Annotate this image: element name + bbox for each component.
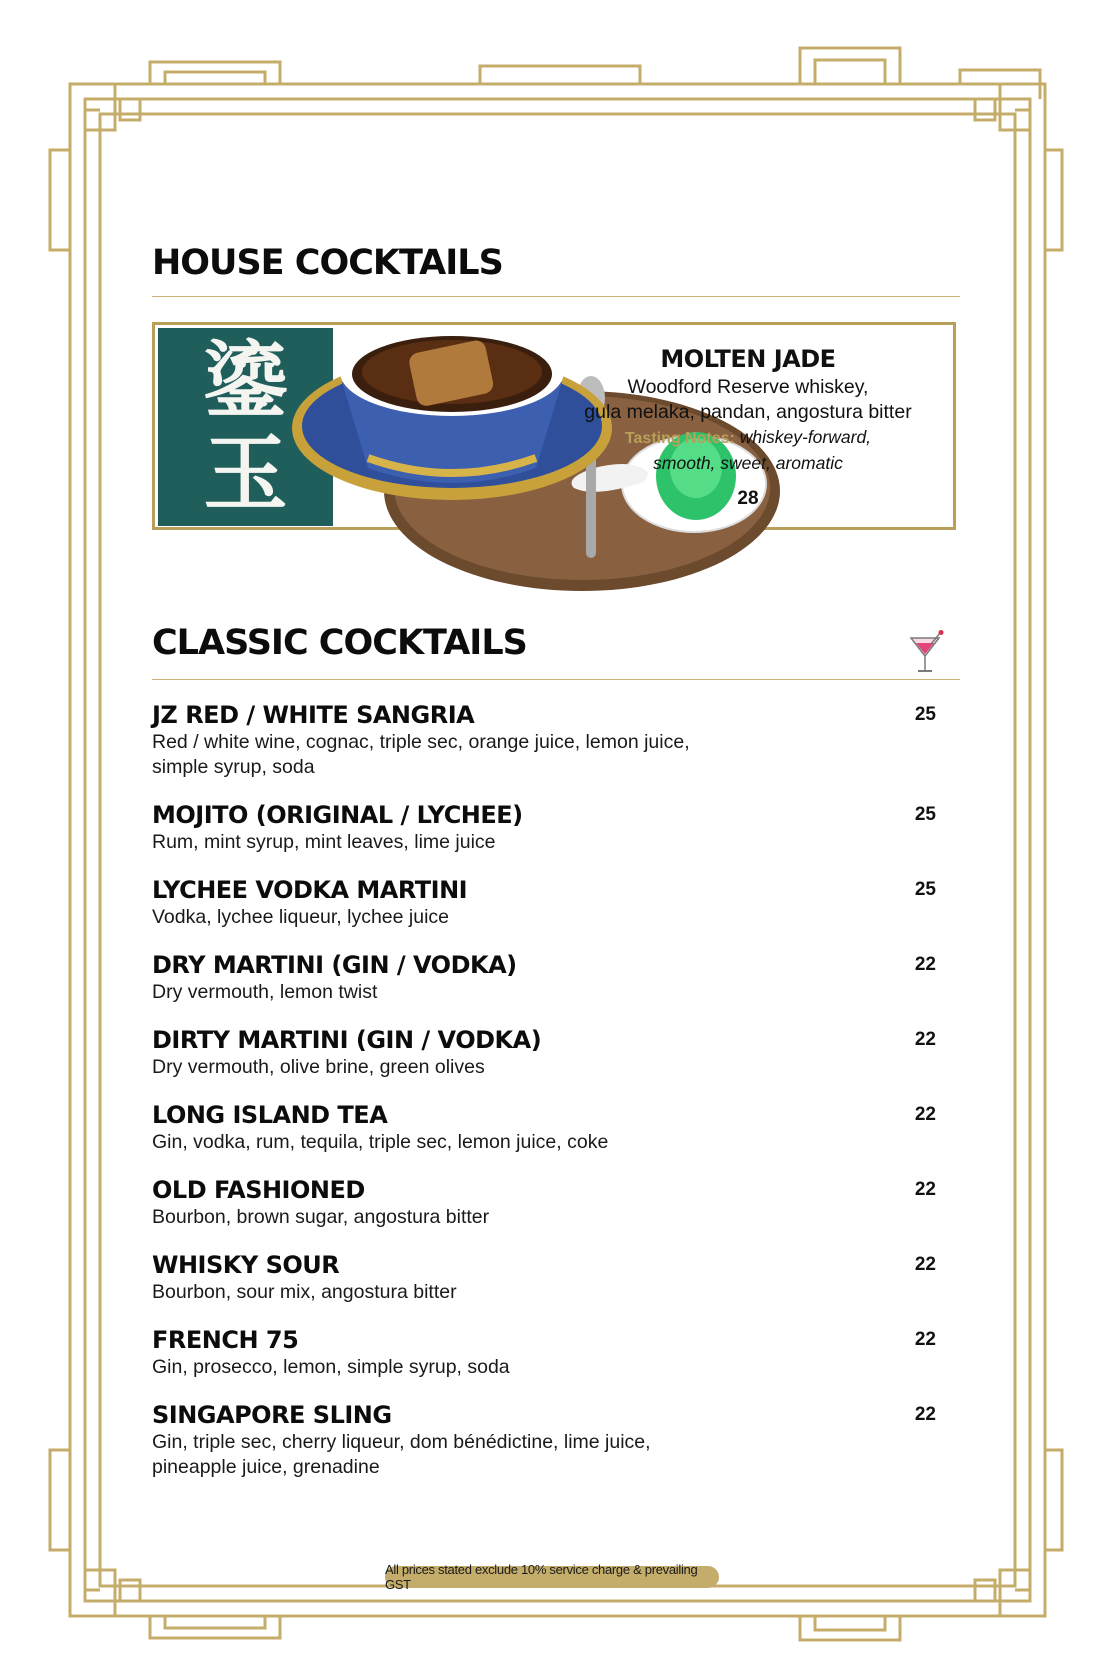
- menu-item-description: Vodka, lychee liqueur, lychee juice: [152, 906, 450, 928]
- menu-item-price: 22: [914, 1104, 936, 1125]
- menu-item: [152, 950, 960, 1005]
- menu-item-description: Rum, mint syrup, mint leaves, lime juice: [152, 831, 496, 853]
- house-cocktail-ingredients: [570, 375, 926, 425]
- menu-item-price: 22: [914, 1029, 936, 1050]
- menu-item-description: Dry vermouth, lemon twist: [152, 981, 378, 1003]
- menu-item-price: 22: [914, 1404, 936, 1425]
- menu-item: [152, 700, 960, 780]
- menu-item: [152, 1100, 960, 1155]
- house-cocktail-price: 28: [737, 488, 759, 509]
- section-divider: [152, 296, 960, 297]
- menu-item: [152, 1025, 960, 1080]
- menu-item-price: 25: [914, 879, 936, 900]
- menu-item-name: OLD FASHIONED: [152, 1176, 365, 1204]
- menu-item: [152, 875, 960, 930]
- martini-glass-icon: [907, 630, 945, 676]
- menu-item-description: Bourbon, sour mix, angostura bitter: [152, 1281, 457, 1303]
- house-cocktail-name: MOLTEN JADE: [660, 345, 836, 373]
- menu-item: [152, 1175, 960, 1230]
- menu-item-description: Red / white wine, cognac, triple sec, orange juice, lemon juice, simple syrup, soda: [152, 731, 690, 778]
- footer-note-badge: [385, 1562, 719, 1592]
- menu-item-price: 22: [914, 954, 936, 975]
- house-cocktail-details: [570, 345, 926, 510]
- menu-item-price: 22: [914, 1179, 936, 1200]
- menu-item: [152, 800, 960, 855]
- menu-item: [152, 1250, 960, 1305]
- ingredients-line-2: gula melaka, pandan, angostura bitter: [584, 401, 912, 423]
- menu-item-price: 22: [914, 1329, 936, 1350]
- jade-character-1: 鎏: [203, 330, 288, 429]
- classic-cocktails-title: CLASSIC COCKTAILS: [152, 623, 527, 663]
- menu-item-name: JZ RED / WHITE SANGRIA: [152, 701, 475, 729]
- menu-item-name: DIRTY MARTINI (GIN / VODKA): [152, 1026, 542, 1054]
- menu-item-name: WHISKY SOUR: [152, 1251, 340, 1279]
- tasting-notes-line-1: whiskey-forward,: [739, 427, 872, 447]
- tasting-notes-line-2: smooth, sweet, aromatic: [653, 453, 843, 473]
- tasting-notes: [570, 425, 926, 476]
- tasting-notes-label: Tasting Notes:: [624, 430, 735, 447]
- menu-item-description: Dry vermouth, olive brine, green olives: [152, 1056, 485, 1078]
- footer-note: All prices stated exclude 10% service charge & prevailing GST: [385, 1562, 698, 1592]
- section-divider: [152, 679, 960, 680]
- menu-item-price: 22: [914, 1254, 936, 1275]
- menu-item-name: SINGAPORE SLING: [152, 1401, 392, 1429]
- jade-character-2: 玉: [203, 424, 288, 523]
- menu-item-price: 25: [914, 804, 936, 825]
- house-cocktails-title: HOUSE COCKTAILS: [152, 243, 503, 283]
- ingredients-line-1: Woodford Reserve whiskey,: [627, 376, 869, 398]
- menu-item: [152, 1400, 960, 1480]
- menu-item-name: MOJITO (ORIGINAL / LYCHEE): [152, 801, 523, 829]
- menu-item-description: Gin, prosecco, lemon, simple syrup, soda: [152, 1356, 510, 1378]
- menu-item-price: 25: [914, 704, 936, 725]
- menu-item-name: LYCHEE VODKA MARTINI: [152, 876, 468, 904]
- menu-item-name: DRY MARTINI (GIN / VODKA): [152, 951, 517, 979]
- menu-item-description: Gin, vodka, rum, tequila, triple sec, lemon juice, coke: [152, 1131, 609, 1153]
- menu-item-name: FRENCH 75: [152, 1326, 299, 1354]
- menu-item-description: Gin, triple sec, cherry liqueur, dom bénédictine, lime juice, pineapple juice, grenadine: [152, 1431, 651, 1478]
- menu-item-name: LONG ISLAND TEA: [152, 1101, 388, 1129]
- menu-item-description: Bourbon, brown sugar, angostura bitter: [152, 1206, 490, 1228]
- menu-item: [152, 1325, 960, 1380]
